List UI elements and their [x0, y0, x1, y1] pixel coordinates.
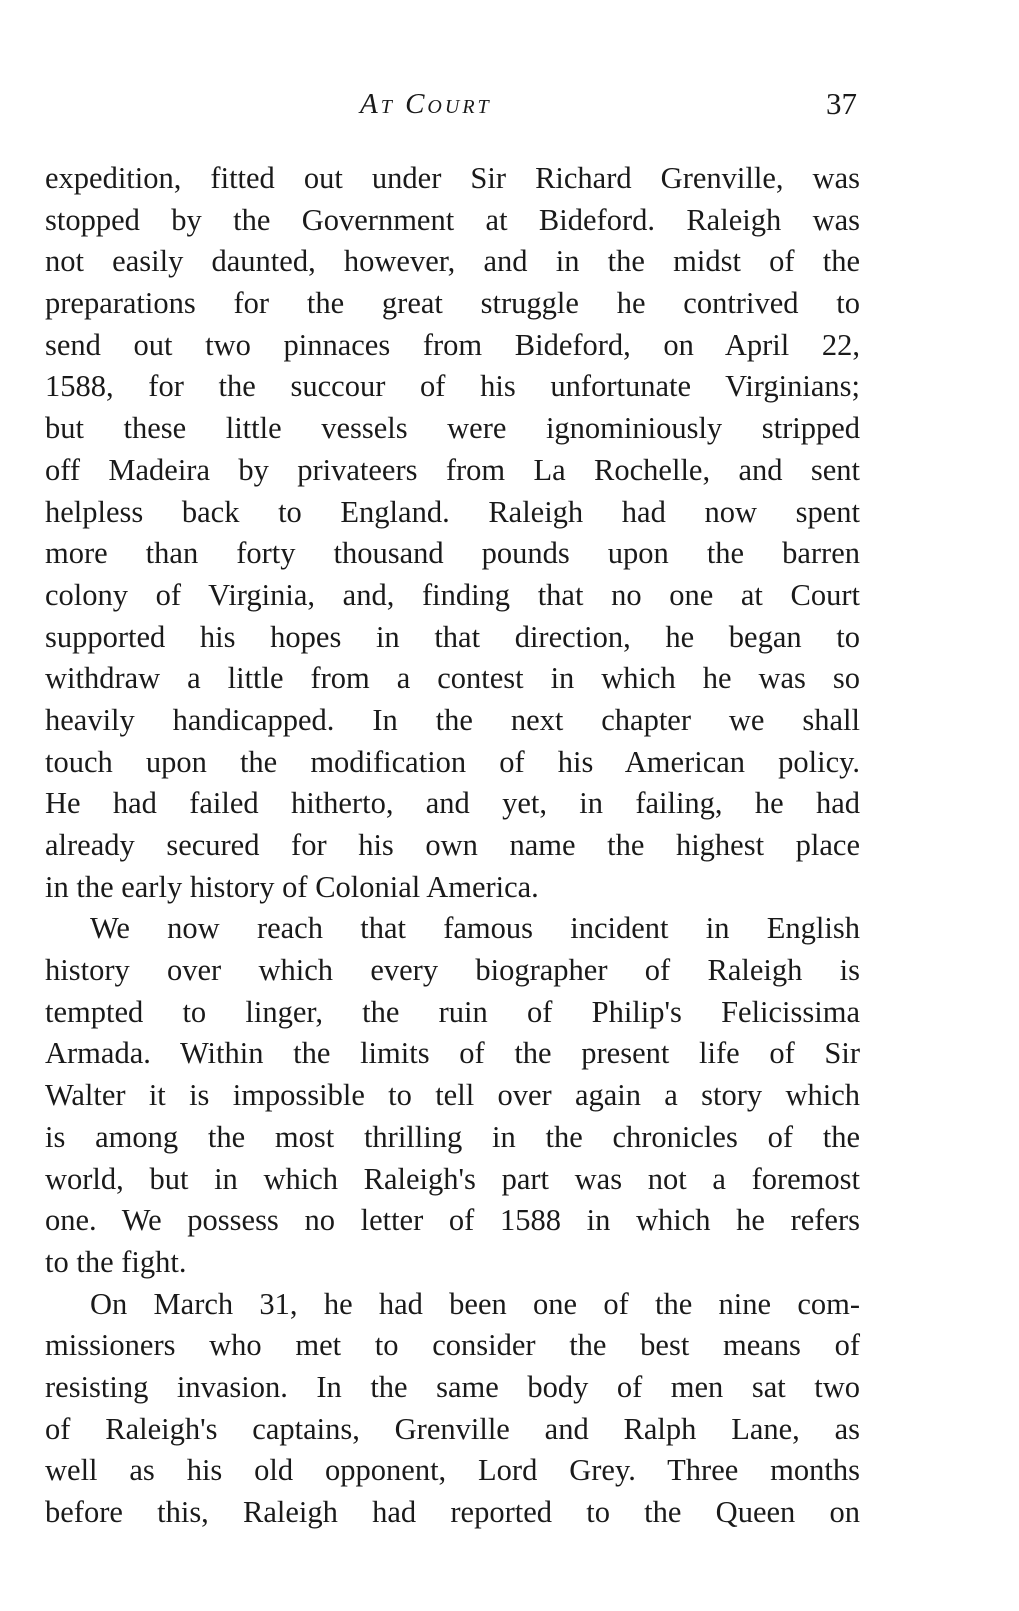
text-line: missioners who met to consider the best means of: [45, 1328, 860, 1363]
paragraph: [45, 1284, 860, 1534]
text-line: withdraw a little from a contest in which he was so: [45, 661, 860, 696]
text-line: in the early history of Colonial America.: [45, 869, 539, 904]
text-line: tempted to linger, the ruin of Philip's Felicissima: [45, 994, 860, 1029]
text-line: preparations for the great struggle he contrived to: [45, 286, 860, 321]
text-line: 1588, for the succour of his unfortunate Virginians;: [45, 369, 860, 404]
text-line: world, but in which Raleigh's part was not a foremost: [45, 1161, 860, 1196]
text-line: send out two pinnaces from Bideford, on April 22,: [45, 327, 860, 362]
text-line: Armada. Within the limits of the present life of Sir: [45, 1036, 860, 1071]
text-line: stopped by the Government at Bideford. Raleigh was: [45, 202, 860, 237]
text-line: not easily daunted, however, and in the midst of the: [45, 244, 860, 279]
text-line: expedition, fitted out under Sir Richard Grenville, was: [45, 161, 860, 195]
text-line: to the fight.: [45, 1244, 187, 1279]
text-line: On March 31, he had been one of the nine com-: [90, 1286, 860, 1321]
text-line: off Madeira by privateers from La Rochelle, and sent: [45, 452, 860, 487]
text-line: He had failed hitherto, and yet, in failing, he had: [45, 786, 860, 821]
paragraph: [45, 158, 860, 908]
text-line: supported his hopes in that direction, he began to: [45, 619, 860, 654]
running-title: At Court: [360, 88, 492, 120]
text-line: resisting invasion. In the same body of men sat two: [45, 1369, 860, 1404]
page-number: 37: [826, 86, 857, 121]
text-line: helpless back to England. Raleigh had now spent: [45, 494, 860, 529]
text-line: Walter it is impossible to tell over again a story which: [45, 1078, 860, 1113]
text-line: but these little vessels were ignominiously stripped: [45, 411, 860, 446]
paragraph: [45, 908, 860, 1283]
text-line: colony of Virginia, and, finding that no one at Court: [45, 577, 860, 612]
text-line: heavily handicapped. In the next chapter we shall: [45, 702, 860, 737]
text-line: touch upon the modification of his American policy.: [45, 744, 860, 779]
text-line: is among the most thrilling in the chronicles of the: [45, 1119, 860, 1154]
text-line: already secured for his own name the highest place: [45, 828, 860, 862]
text-line: one. We possess no letter of 1588 in which he refers: [45, 1203, 860, 1238]
text-line: more than forty thousand pounds upon the barren: [45, 536, 860, 571]
text-line: of Raleigh's captains, Grenville and Ralph Lane, as: [45, 1411, 860, 1446]
text-line: well as his old opponent, Lord Grey. Three months: [45, 1453, 860, 1488]
text-line: We now reach that famous incident in English: [90, 911, 860, 946]
body-text: [45, 158, 860, 1534]
text-line: before this, Raleigh had reported to the Queen on: [45, 1495, 860, 1529]
text-line: history over which every biographer of Raleigh is: [45, 953, 860, 988]
page-header: [0, 82, 1019, 122]
